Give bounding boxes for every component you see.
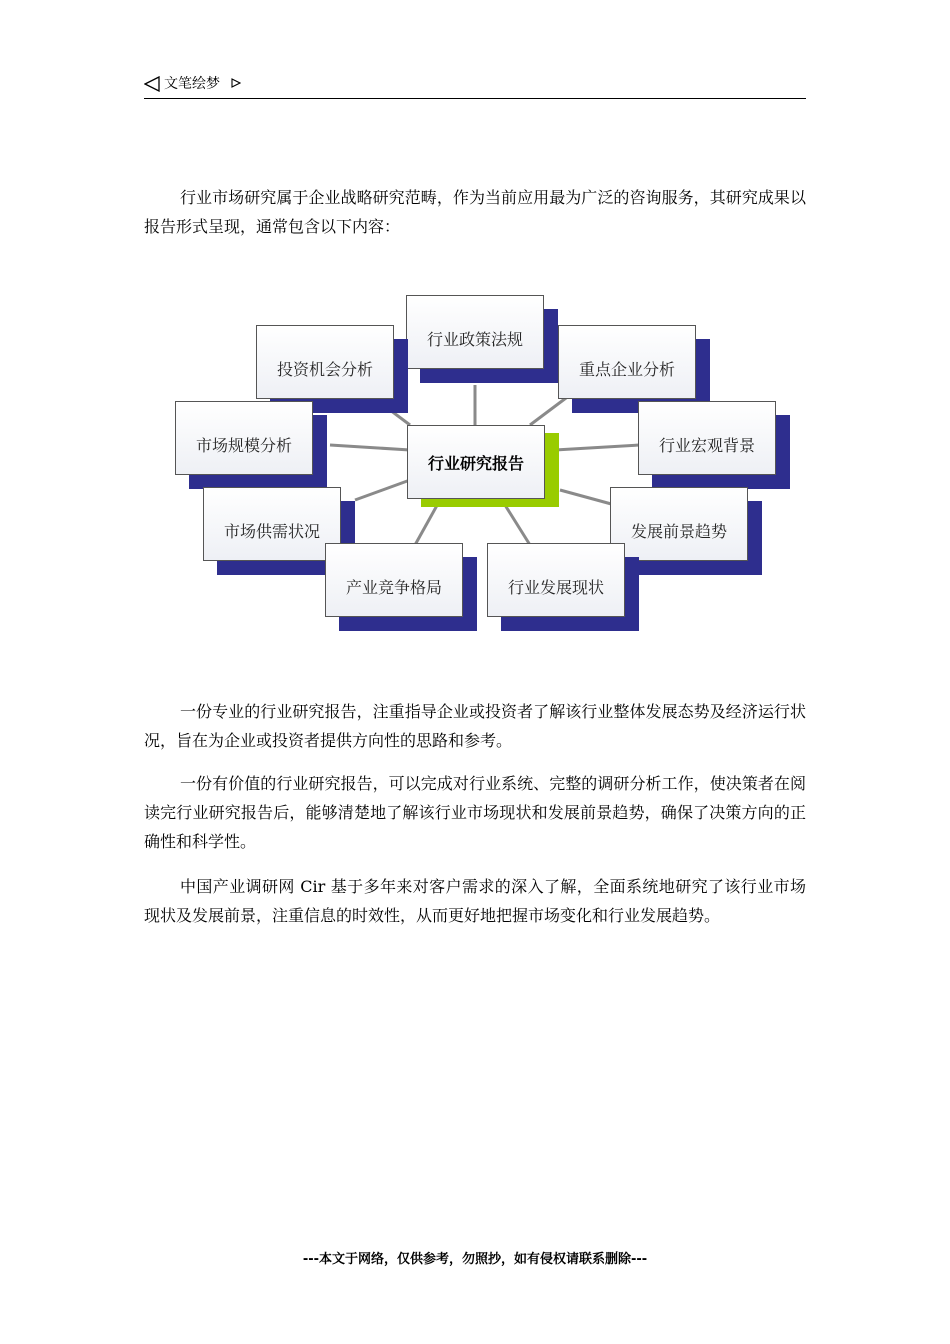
body-paragraph-2: 一份有价值的行业研究报告，可以完成对行业系统、完整的调研分析工作，使决策者在阅读完行业研究报告后，能够清楚地了解该行业市场现状和发展前景趋势，确保了决策方向的正确性和科学性。	[144, 774, 806, 851]
node-label: 行业政策法规	[426, 329, 523, 349]
node-label: 发展前景趋势	[630, 521, 727, 541]
node-label: 重点企业分析	[578, 359, 675, 379]
center-node-label: 行业研究报告	[427, 453, 524, 473]
node-label: 市场供需状况	[223, 521, 320, 541]
triangle-right-icon	[231, 78, 241, 88]
header-title: 文笔绘梦	[164, 76, 220, 92]
node-label: 市场规模分析	[195, 435, 292, 455]
page-header	[144, 70, 806, 99]
body-paragraph-1: 一份专业的行业研究报告，注重指导企业或投资者了解该行业整体发展态势及经济运行状况，旨在为企业或投资者提供方向性的思路和参考。	[144, 702, 806, 750]
intro-paragraph: 行业市场研究属于企业战略研究范畴，作为当前应用最为广泛的咨询服务，其研究成果以报告形式呈现，通常包含以下内容：	[144, 188, 806, 236]
report-contents-diagram	[170, 290, 800, 635]
node-label: 产业竞争格局	[345, 577, 442, 597]
node-label: 行业宏观背景	[658, 435, 755, 455]
node-label: 行业发展现状	[507, 577, 604, 597]
triangle-left-icon	[144, 76, 160, 92]
body-paragraph-3: 中国产业调研网 Cir 基于多年来对客户需求的深入了解，全面系统地研究了该行业市场现状及发展前景，注重信息的时效性，从而更好地把握市场变化和行业发展趋势。	[144, 877, 806, 925]
footer-disclaimer: ---本文于网络，仅供参考，勿照抄，如有侵权请联系删除---	[302, 1252, 648, 1267]
node-label: 投资机会分析	[276, 359, 373, 379]
